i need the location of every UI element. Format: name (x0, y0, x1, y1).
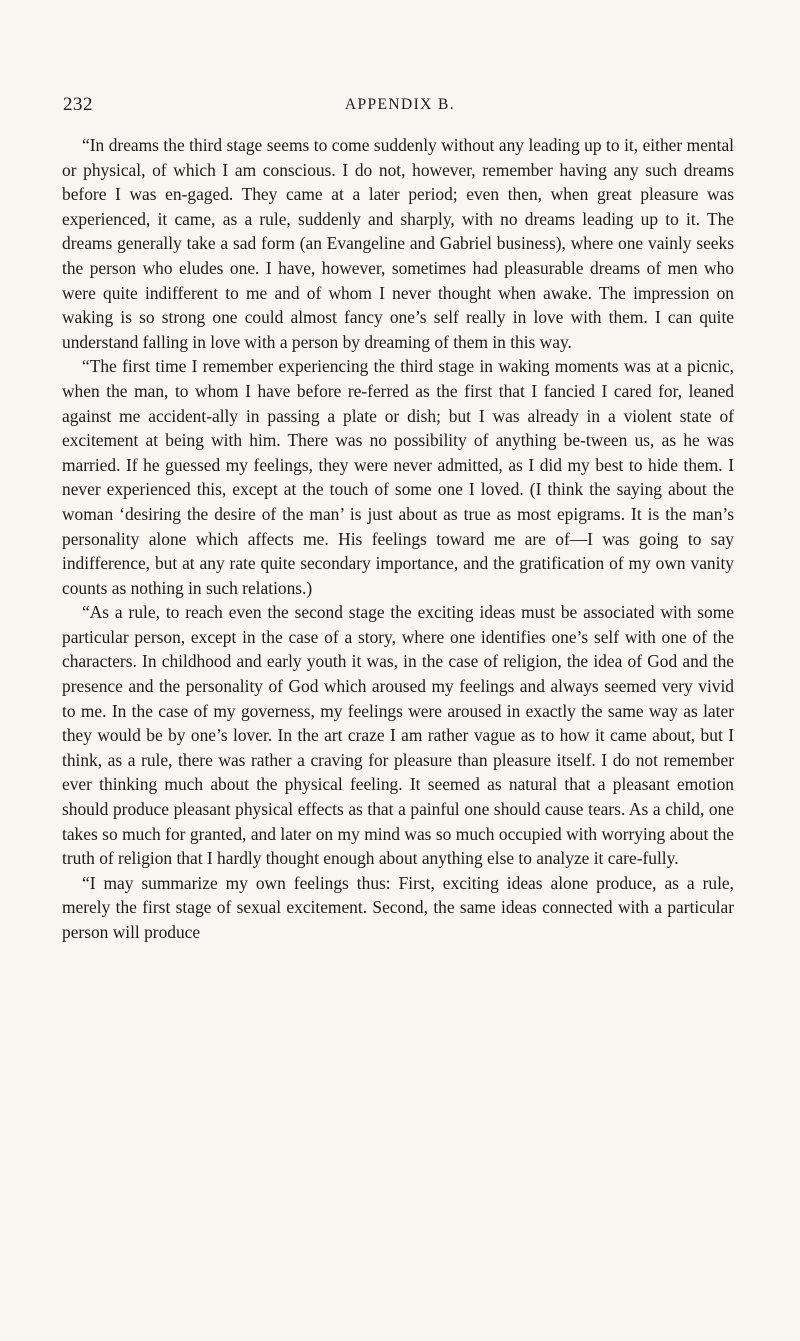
page-number: 232 (63, 94, 93, 115)
body-text (62, 133, 734, 945)
paragraph: “I may summarize my own feelings thus: First, exciting ideas alone produce, as a rule, merely the first stage of sexual excitement. Second, the same ideas connected with a particular person will produce (62, 872, 734, 942)
paragraph: “As a rule, to reach even the second stage the exciting ideas must be associated with some particular person, except in the case of a story, where one identifies one’s self with one of the characters. In childhood and early youth it was, in the case of religion, the idea of God and the presence and the personality of God which aroused my feelings and always seemed very vivid to me. In the case of my governess, my feelings were aroused in exactly the same way as later they would be by one’s lover. In the art craze I am rather vague as to how it came about, but I think, as a rule, there was rather a craving for pleasure than pleasure itself. I do not remember ever thinking much about the physical feeling. It seemed as natural that a pleasant emotion should produce pleasant physical effects as that a painful one should cause tears. As a child, one takes so much for granted, and later on my mind was so much occupied with worrying about the truth of religion that I hardly thought enough about anything else to analyze it care-fully. (62, 602, 734, 869)
running-head-title: APPENDIX B. (344, 96, 456, 113)
paragraph: “In dreams the third stage seems to come suddenly without any leading up to it, either mental or physical, of which I am conscious. I do not, however, remember having any such dreams before I was en-gaged. They came at a later period; even then, when great pleasure was experienced, it came, as a rule, suddenly and sharply, with no dreams leading up to it. The dreams generally take a sad form (an Evangeline and Gabriel business), where one vainly seeks the person who eludes one. I have, however, sometimes had pleasurable dreams of men who were quite indifferent to me and of whom I never thought when awake. The impression on waking is so strong one could almost fancy one’s self really in love with them. I can quite understand falling in love with a person by dreaming of them in this way. (62, 135, 734, 352)
running-head (0, 94, 800, 118)
paragraph: “The first time I remember experiencing the third stage in waking moments was at a picnic, when the man, to whom I have before re-ferred as the first that I fancied I cared for, leaned against me accident-ally in passing a plate or dish; but I was already in a violent state of excitement at being with him. There was no possibility of anything be-tween us, as he was married. If he guessed my feelings, they were never admitted, as I did my best to hide them. I never experienced this, except at the touch of some one I loved. (I think the saying about the woman ‘desiring the desire of the man’ is just about as true as most epigrams. It is the man’s personality alone which affects me. His feelings toward me are of—I was going to say indifference, but at any rate quite secondary importance, and the gratification of my own vanity counts as nothing in such relations.) (62, 356, 734, 598)
